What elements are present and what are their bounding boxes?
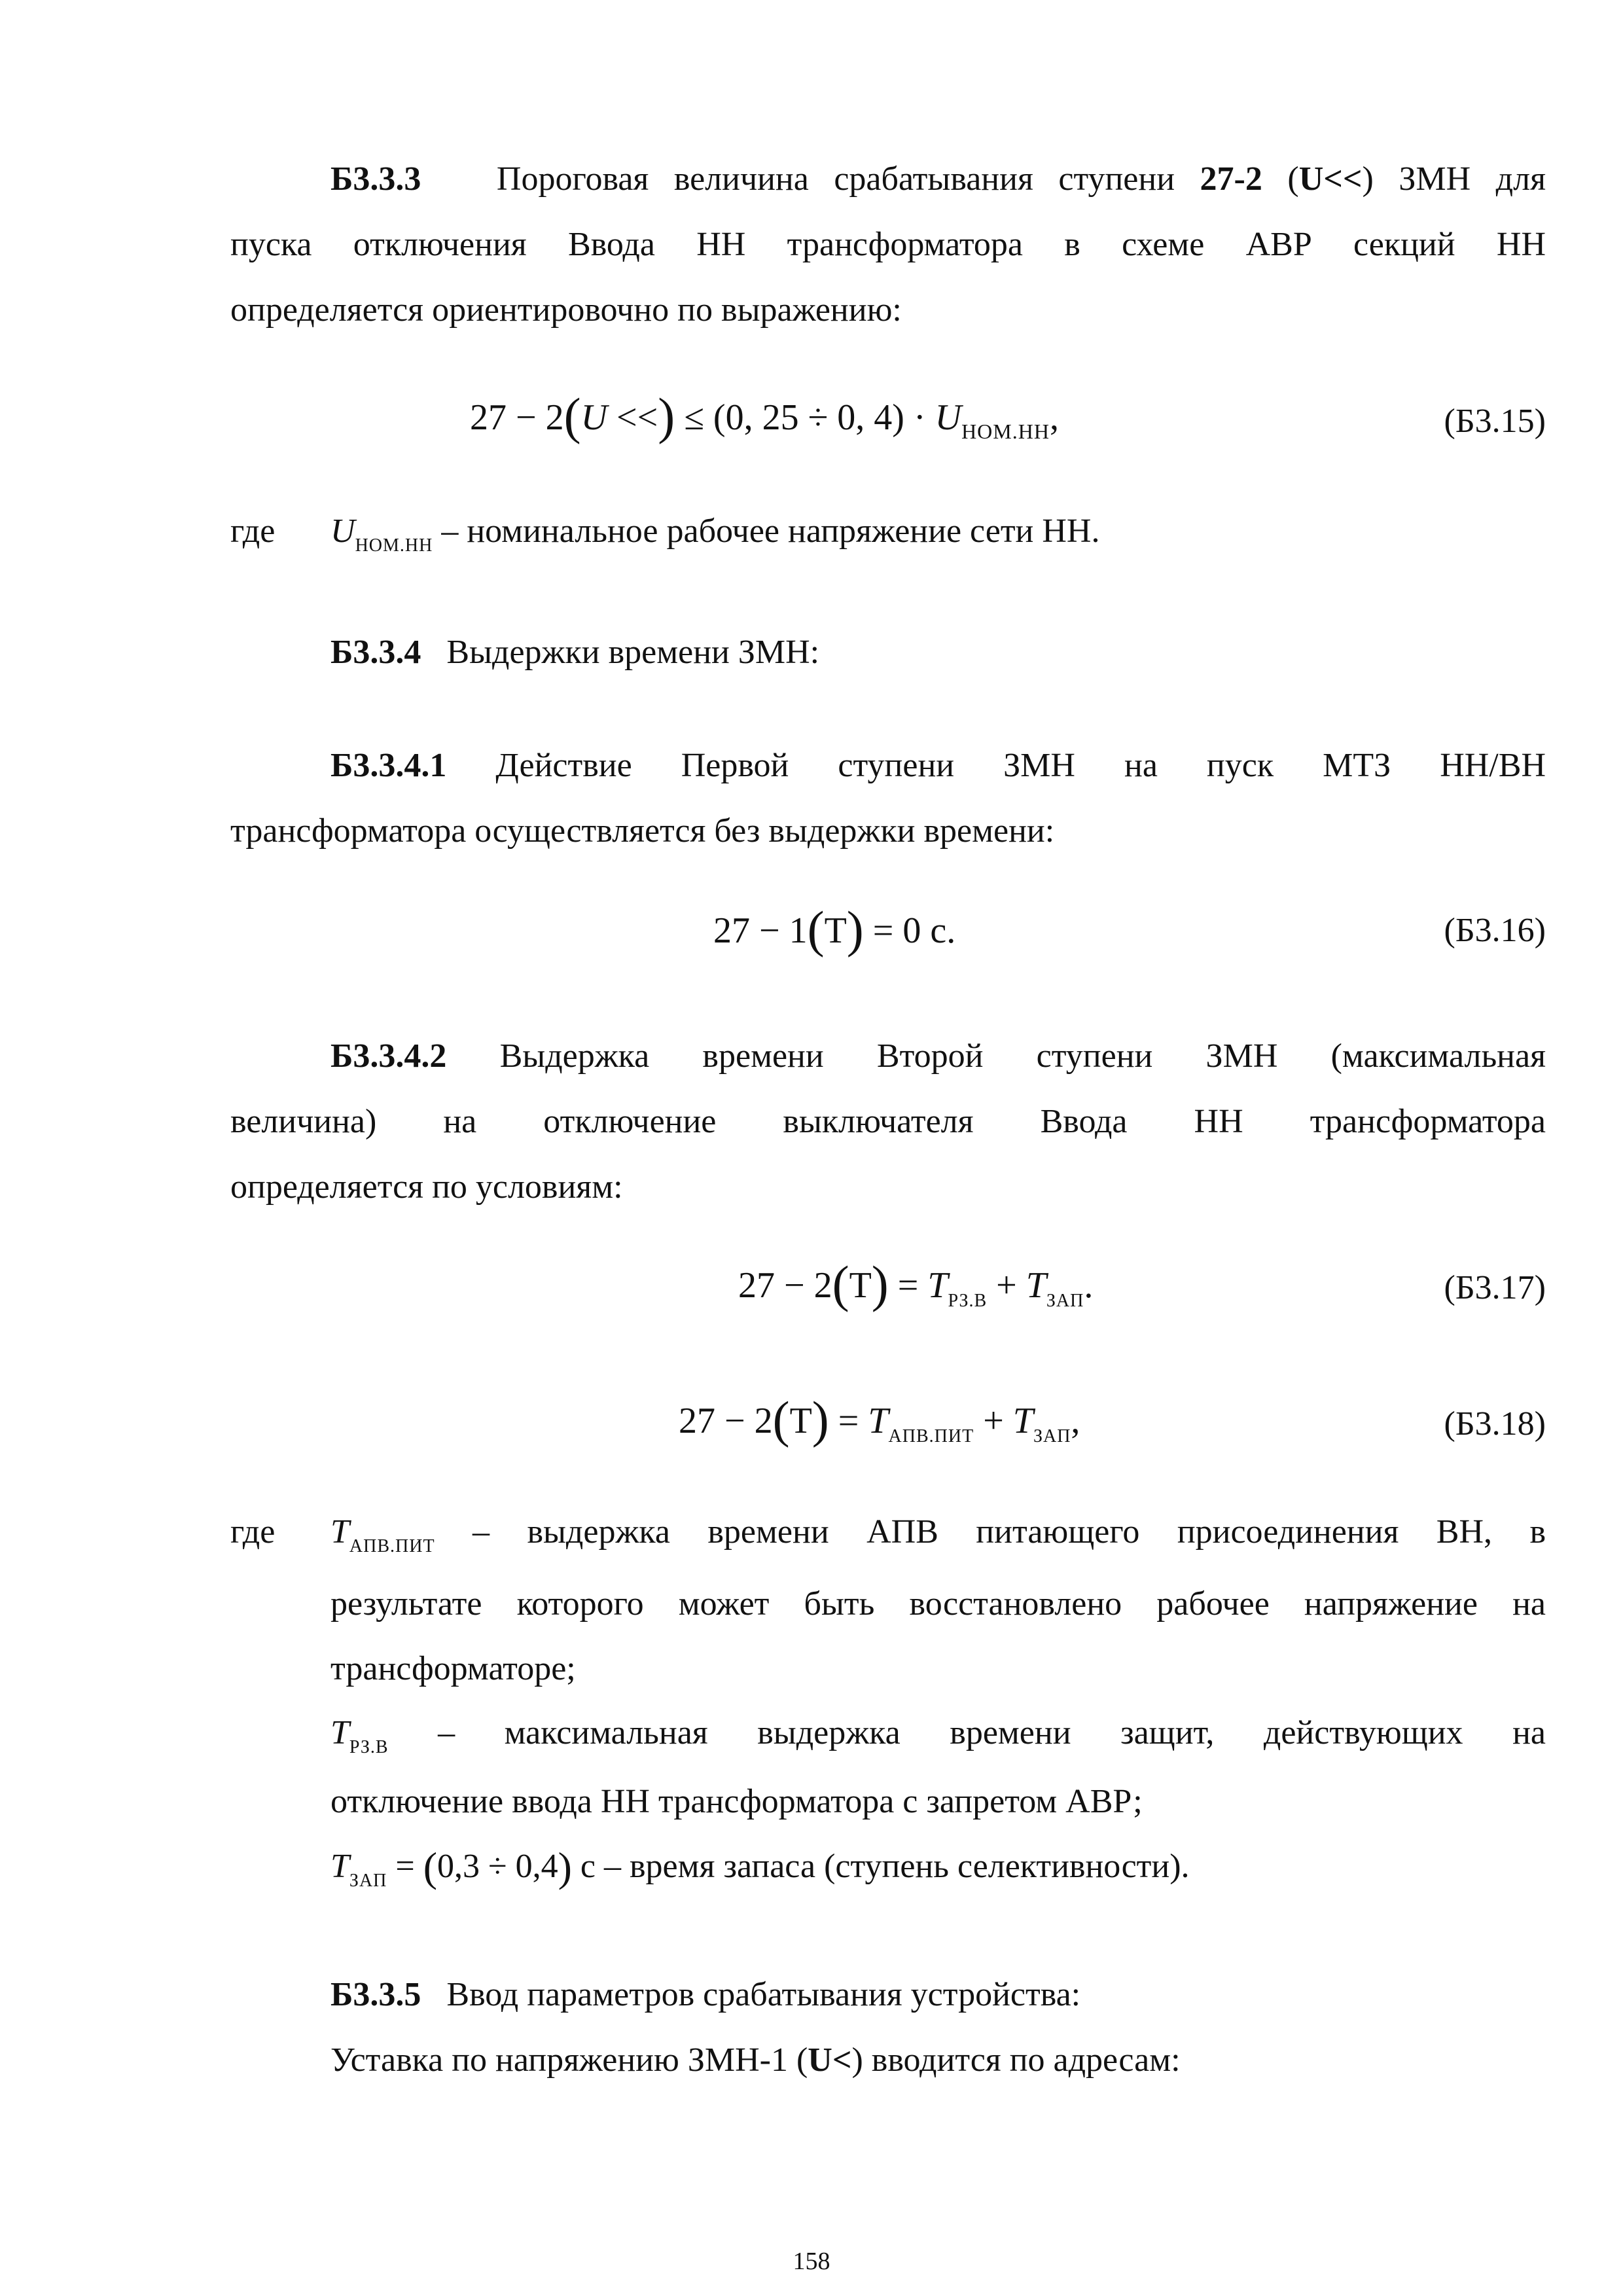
where-2-item-3: $T_{ЗАП} = (0,3 \div 0,4)$ с – время запаса (ступень селективности). [330,1844,1190,1891]
where-2-item-2-line-2: отключение ввода НН трансформатора с запретом АВР; [330,1783,1143,1820]
paragraph-3342-line-2: величина) на отключение выключателя Ввода НН трансформатора [230,1103,1546,1140]
where-1-description: $U_{НОМ.НН}$ – номинальное рабочее напряжение сети НН. [330,512,1100,556]
paragraph-3341-line-2: трансформатора осуществляется без выдержки времени: [230,812,1055,850]
equation-b3-16: 27 − 1(Т) = 0 с. [713,901,956,958]
equation-b3-18: $27 - 2(Т) = T_{АПВ.ПИТ} + T_{ЗАП}$, [679,1391,1080,1448]
paragraph-333-line-3: определяется ориентировочно по выражению: [230,291,902,329]
section-335-line-2: Уставка по напряжению ЗМН-1 (U<) вводится по адресам: [330,2041,1181,2079]
page-number: 158 [793,2248,830,2275]
where-2-item-2-line-1: $T_{РЗ.В}$ – максимальная выдержка времени защит, действующих на [330,1714,1546,1757]
where-2-item-1-line-1: $T_{АПВ.ПИТ}$ – выдержка времени АПВ питающего присоединения ВН, в [330,1513,1546,1556]
paragraph-3342-line-3: определяется по условиям: [230,1168,623,1206]
equation-number-b3-16: (Б3.16) [1444,912,1546,949]
section-number: Б3.3.3 [330,160,421,198]
equation-number-b3-17: (Б3.17) [1444,1269,1546,1306]
section-335-heading: Б3.3.5 Ввод параметров срабатывания устройства: [330,1976,1081,2013]
equation-b3-15: 27 − 2(U <<) ≤ (0, 25 ÷ 0, $4) \cdot U_{НОМ.НН}$, [470,387,1059,444]
paragraph-3341-line-1: Б3.3.4.1 Действие Первой ступени ЗМН на пуск МТЗ НН/ВН [330,747,1546,784]
equation-number-b3-15: (Б3.15) [1444,403,1546,440]
where-label-1: где [230,512,276,550]
section-334-heading: Б3.3.4 Выдержки времени ЗМН: [330,634,820,671]
where-2-item-1-line-3: трансформаторе; [330,1650,576,1687]
where-2-item-1-line-2: результате которого может быть восстановлено рабочее напряжение на [330,1585,1546,1623]
equation-b3-17: $27 - 2(Т) = T_{РЗ.В} + T_{ЗАП}$. [738,1255,1094,1312]
equation-number-b3-18: (Б3.18) [1444,1405,1546,1443]
paragraph-333-line-2: пуска отключения Ввода НН трансформатора в схеме АВР секций НН [230,226,1546,263]
where-label-2: где [230,1513,276,1551]
paragraph-333-line-1: Б3.3.3 Пороговая величина срабатывания ступени 27-2 (U<<) ЗМН для [330,160,1546,198]
paragraph-3342-line-1: Б3.3.4.2 Выдержка времени Второй ступени ЗМН (максимальная [330,1037,1546,1075]
